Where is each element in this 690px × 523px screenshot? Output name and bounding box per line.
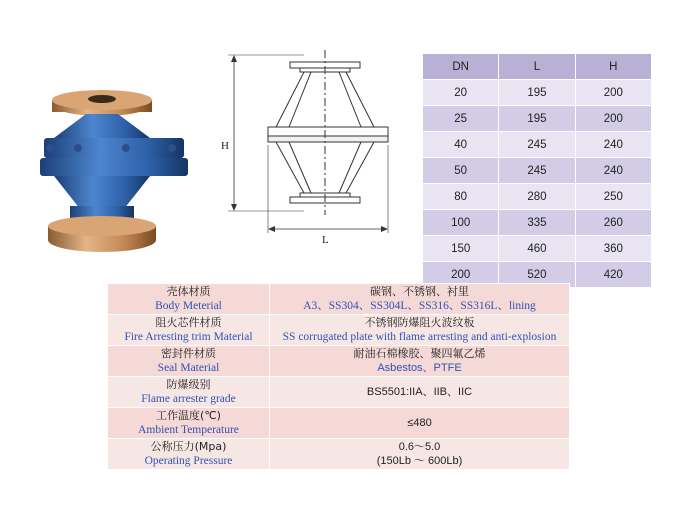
- label-cn: 公称压力(Mpa): [150, 440, 227, 453]
- dimension-drawing: [218, 45, 398, 255]
- cell-dn: 25: [423, 106, 499, 132]
- cell-h: 360: [575, 236, 651, 262]
- flame-arrester-photo: [38, 86, 198, 261]
- label-en: Flame arrester grade: [141, 393, 236, 405]
- value-cn: 耐油石棉橡胶、聚四氟乙烯: [353, 347, 486, 360]
- table-row: [423, 236, 652, 262]
- cell-l: 520: [499, 262, 575, 288]
- cell-l: 280: [499, 184, 575, 210]
- value-en: A3、SS304、SS304L、SS316、SS316L、lining: [303, 300, 536, 312]
- value-en: ≤480: [407, 417, 432, 429]
- spec-row-grade: [108, 377, 570, 408]
- spec-label: [108, 377, 270, 408]
- spec-label: [108, 408, 270, 439]
- cell-dn: 200: [423, 262, 499, 288]
- value-en: SS corrugated plate with flame arresting and anti-explosion: [282, 331, 557, 343]
- cell-l: 245: [499, 158, 575, 184]
- label-cn: 壳体材质: [166, 285, 211, 298]
- spec-label: [108, 439, 270, 470]
- header-l: L: [499, 54, 575, 80]
- length-label: L: [322, 234, 329, 246]
- cell-h: 240: [575, 132, 651, 158]
- table-row: [423, 158, 652, 184]
- cell-h: 420: [575, 262, 651, 288]
- label-cn: 工作温度(℃): [156, 409, 221, 422]
- value-en: BS5501:IIA、IIB、IIC: [366, 386, 473, 398]
- spec-label: [108, 284, 270, 315]
- value-cn: 0.6～5.0: [398, 441, 441, 453]
- header-dn: DN: [423, 54, 499, 80]
- label-cn: 密封件材质: [161, 347, 216, 360]
- spec-row-pressure: [108, 439, 570, 470]
- table-row: [423, 184, 652, 210]
- cell-dn: 80: [423, 184, 499, 210]
- spec-value: [270, 284, 570, 315]
- label-en: Body Meterial: [155, 300, 222, 312]
- value-cn: 不锈钢防爆阻火波纹板: [364, 316, 475, 329]
- spec-value: [270, 315, 570, 346]
- dimension-table-header: [423, 54, 652, 80]
- spec-value: [270, 439, 570, 470]
- cell-h: 240: [575, 158, 651, 184]
- cell-h: 200: [575, 106, 651, 132]
- spec-label: [108, 346, 270, 377]
- label-en: Ambient Temperature: [138, 424, 239, 436]
- cell-l: 245: [499, 132, 575, 158]
- label-en: Operating Pressure: [144, 455, 233, 467]
- header-h: H: [575, 54, 651, 80]
- spec-row-trim-material: [108, 315, 570, 346]
- table-row: [423, 132, 652, 158]
- cell-h: 260: [575, 210, 651, 236]
- table-row: [423, 106, 652, 132]
- height-label: H: [221, 140, 229, 152]
- value-en: (150Lb ～ 600Lb): [376, 455, 463, 467]
- cell-dn: 40: [423, 132, 499, 158]
- spec-value: [270, 377, 570, 408]
- table-row: [423, 210, 652, 236]
- cell-h: 250: [575, 184, 651, 210]
- spec-value: [270, 408, 570, 439]
- cell-l: 460: [499, 236, 575, 262]
- spec-row-body-material: [108, 284, 570, 315]
- label-en: Fire Arresting trim Material: [124, 331, 253, 343]
- cell-h: 200: [575, 80, 651, 106]
- spec-row-seal-material: [108, 346, 570, 377]
- cell-dn: 50: [423, 158, 499, 184]
- label-cn: 阻火芯件材质: [155, 316, 222, 329]
- label-cn: 防爆级别: [166, 378, 211, 391]
- spec-row-temperature: [108, 408, 570, 439]
- cell-dn: 20: [423, 80, 499, 106]
- spec-table: [107, 283, 570, 470]
- value-en: Asbestos、PTFE: [377, 362, 462, 374]
- cell-l: 195: [499, 106, 575, 132]
- cell-dn: 150: [423, 236, 499, 262]
- table-row: [423, 80, 652, 106]
- cell-l: 195: [499, 80, 575, 106]
- spec-value: [270, 346, 570, 377]
- dimension-table: [422, 53, 652, 288]
- cell-dn: 100: [423, 210, 499, 236]
- value-cn: 碳钢、不锈钢、衬里: [370, 285, 469, 298]
- spec-label: [108, 315, 270, 346]
- cell-l: 335: [499, 210, 575, 236]
- label-en: Seal Material: [157, 362, 220, 374]
